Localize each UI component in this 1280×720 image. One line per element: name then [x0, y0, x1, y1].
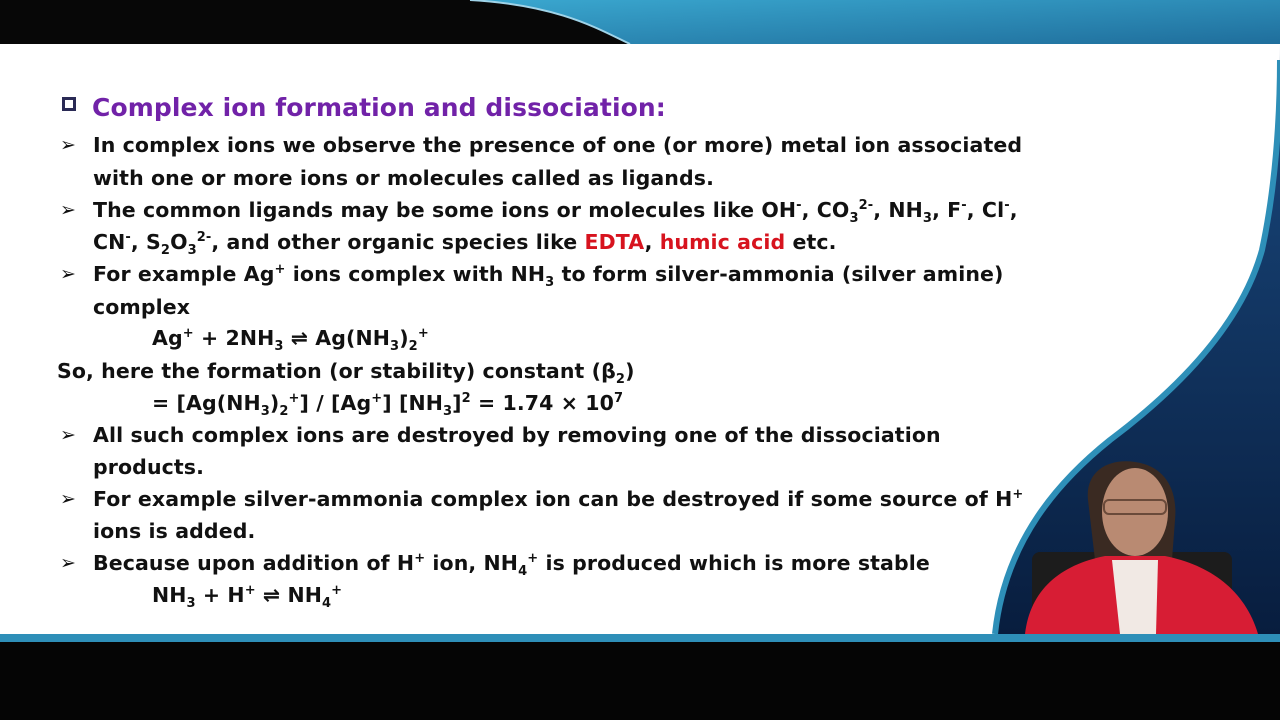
bullet-1-line-2: with one or more ions or molecules called as ligands.: [93, 166, 714, 190]
humic-acid-highlight: humic acid: [659, 230, 786, 254]
stability-constant-intro: So, here the formation (or stability) constant $(\beta_2)$: [57, 359, 635, 388]
arrow-bullet-icon: ➢: [60, 134, 76, 156]
bullet-4-line-1: All such complex ions are destroyed by removing one of the dissociation: [93, 423, 941, 447]
bullet-1-line-1: In complex ions we observe the presence of one (or more) metal ion associated: [93, 133, 1023, 157]
equation-ammonium: $NH_3 + H^+$ ⇌ $NH_4^+$: [152, 583, 343, 612]
bullet-2-line-2: CN-, $S_2O_3^{2-}$, and other organic species like EDTA, humic acid etc.: [93, 230, 837, 259]
arrow-bullet-icon: ➢: [60, 488, 76, 510]
edta-highlight: EDTA: [584, 230, 645, 254]
bullet-6-line-1: Because upon addition of H+ ion, $NH_4^+$ is produced which is more stable: [93, 551, 930, 580]
arrow-bullet-icon: ➢: [60, 263, 76, 285]
arrow-bullet-icon: ➢: [60, 552, 76, 574]
equation-silver-ammonia: $Ag^+ + 2NH_3$ ⇌ $Ag(NH_3)_2^+$: [152, 326, 429, 355]
arrow-bullet-icon: ➢: [60, 424, 76, 446]
bullet-5-line-1: For example silver-ammonia complex ion can be destroyed if some source of H+: [93, 487, 1024, 511]
title-checkbox-icon: [62, 97, 76, 111]
bullet-3-line-2: complex: [93, 295, 191, 319]
bullet-2-line-1: The common ligands may be some ions or molecules like OH-, $CO_3^{2-}$, $NH_3$, F-, Cl-,: [93, 198, 1018, 227]
bullet-5-line-2: ions is added.: [93, 519, 256, 543]
slide-title: Complex ion formation and dissociation:: [92, 93, 666, 122]
bullet-3-line-1: For example Ag+ ions complex with $NH_3$ to form silver-ammonia (silver amine): [93, 262, 1004, 291]
bullet-4-line-2: products.: [93, 455, 204, 479]
stability-constant-equation: = $[Ag(NH_3)_2^+] / [Ag^+] [NH_3]^2 = 1.74 \times 10^7$: [152, 391, 624, 420]
arrow-bullet-icon: ➢: [60, 199, 76, 221]
